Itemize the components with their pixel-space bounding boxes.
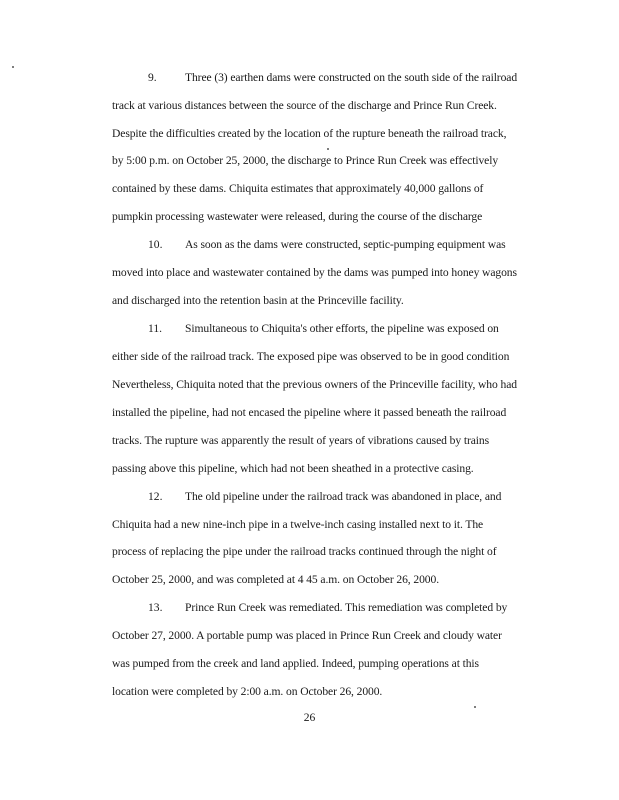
scan-speck <box>474 706 476 708</box>
paragraph-line: Simultaneous to Chiquita's other efforts, the pipeline was exposed on <box>185 322 499 335</box>
paragraph-line: either side of the railroad track. The exposed pipe was observed to be in good condition <box>112 350 510 363</box>
paragraph-line: by 5:00 p.m. on October 25, 2000, the discharge to Prince Run Creek was effectively <box>112 154 499 167</box>
paragraph-line: Despite the difficulties created by the location of the rupture beneath the railroad track, <box>112 127 507 140</box>
paragraph-line: location were completed by 2:00 a.m. on October 26, 2000. <box>112 685 383 698</box>
paragraph-line: installed the pipeline, had not encased the pipeline where it passed beneath the railroad <box>112 406 507 419</box>
paragraph-line: moved into place and wastewater contained by the dams was pumped into honey wagons <box>112 266 517 279</box>
scan-speck <box>327 148 329 150</box>
paragraph-line: The old pipeline under the railroad track was abandoned in place, and <box>185 490 502 503</box>
paragraph-number: 10. <box>148 238 163 251</box>
paragraph-line: passing above this pipeline, which had not been sheathed in a protective casing. <box>112 462 474 475</box>
paragraph-line: pumpkin processing wastewater were released, during the course of the discharge <box>112 210 483 223</box>
scan-speck <box>12 66 14 68</box>
paragraph-line: Chiquita had a new nine-inch pipe in a twelve-inch casing installed next to it. The <box>112 518 484 531</box>
paragraph-line: and discharged into the retention basin at the Princeville facility. <box>112 294 404 307</box>
paragraph-line: Three (3) earthen dams were constructed on the south side of the railroad <box>185 71 518 84</box>
paragraph-number: 12. <box>148 490 163 503</box>
paragraph-line: process of replacing the pipe under the railroad tracks continued through the night of <box>112 545 497 558</box>
paragraph-line: Prince Run Creek was remediated. This remediation was completed by <box>185 601 508 614</box>
paragraph-number: 9. <box>148 71 157 84</box>
paragraph-number: 13. <box>148 601 163 614</box>
paragraph-line: was pumped from the creek and land applied. Indeed, pumping operations at this <box>112 657 479 670</box>
paragraph-line: As soon as the dams were constructed, septic-pumping equipment was <box>185 238 506 251</box>
paragraph-line: tracks. The rupture was apparently the result of years of vibrations caused by trains <box>112 434 489 447</box>
paragraph-line: October 25, 2000, and was completed at 4 45 a.m. on October 26, 2000. <box>112 573 439 586</box>
page-number: 26 <box>303 711 316 724</box>
paragraph-line: track at various distances between the source of the discharge and Prince Run Creek. <box>112 99 497 112</box>
paragraph-line: contained by these dams. Chiquita estimates that approximately 40,000 gallons of <box>112 182 484 195</box>
paragraph-line: October 27, 2000. A portable pump was placed in Prince Run Creek and cloudy water <box>112 629 502 642</box>
paragraph-number: 11. <box>148 322 163 335</box>
paragraph-line: Nevertheless, Chiquita noted that the previous owners of the Princeville facility, who had <box>112 378 517 391</box>
